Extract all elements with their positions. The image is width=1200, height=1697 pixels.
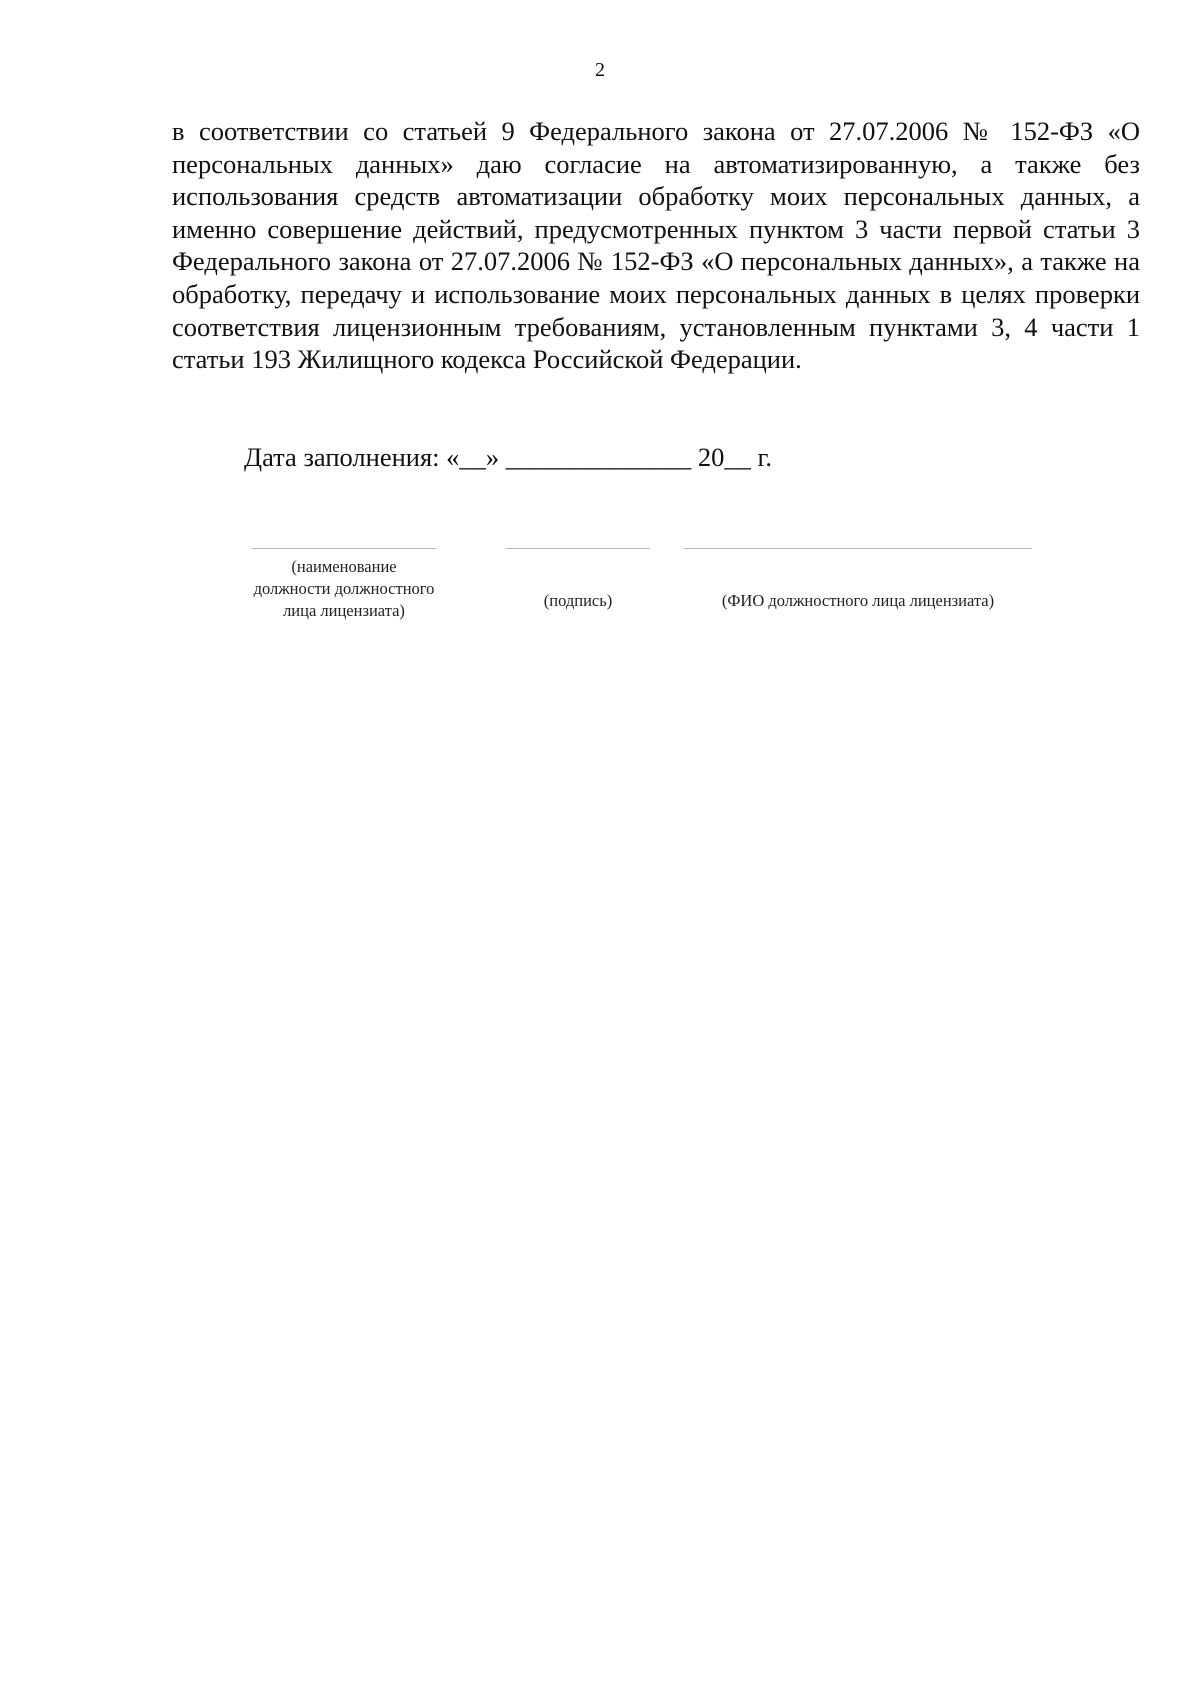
position-caption: (наименование должности должностного лица лицензиата) [253, 557, 435, 620]
consent-paragraph: в соответствии со статьей 9 Федерального закона от 27.07.2006 № 152-ФЗ «О персональных данных» даю согласие на автоматизированную, а также без использования средств автоматизации обработку моих персональных данных, а именно совершение действий, предусмотренных пунктом 3 части первой статьи 3 Федерального закона от 27.07.2006 № 152-ФЗ «О персональных данных», а также на обработку, передачу и использование моих персональных данных в целях проверки соответствия лицензионным требованиям, установленным пунктами 3, 4 части 1 статьи 193 Жилищного кодекса Российской Федерации. [172, 116, 1140, 375]
name-caption: (ФИО должностного лица лицензиата) [721, 591, 995, 610]
signature-line [506, 548, 650, 549]
page-number: 2 [595, 59, 605, 81]
signature-caption: (подпись) [543, 591, 613, 610]
position-signature-line [252, 548, 436, 549]
name-signature-line [684, 548, 1032, 549]
fill-date-line: Дата заполнения: «__» ______________ 20__ г. [244, 442, 772, 472]
